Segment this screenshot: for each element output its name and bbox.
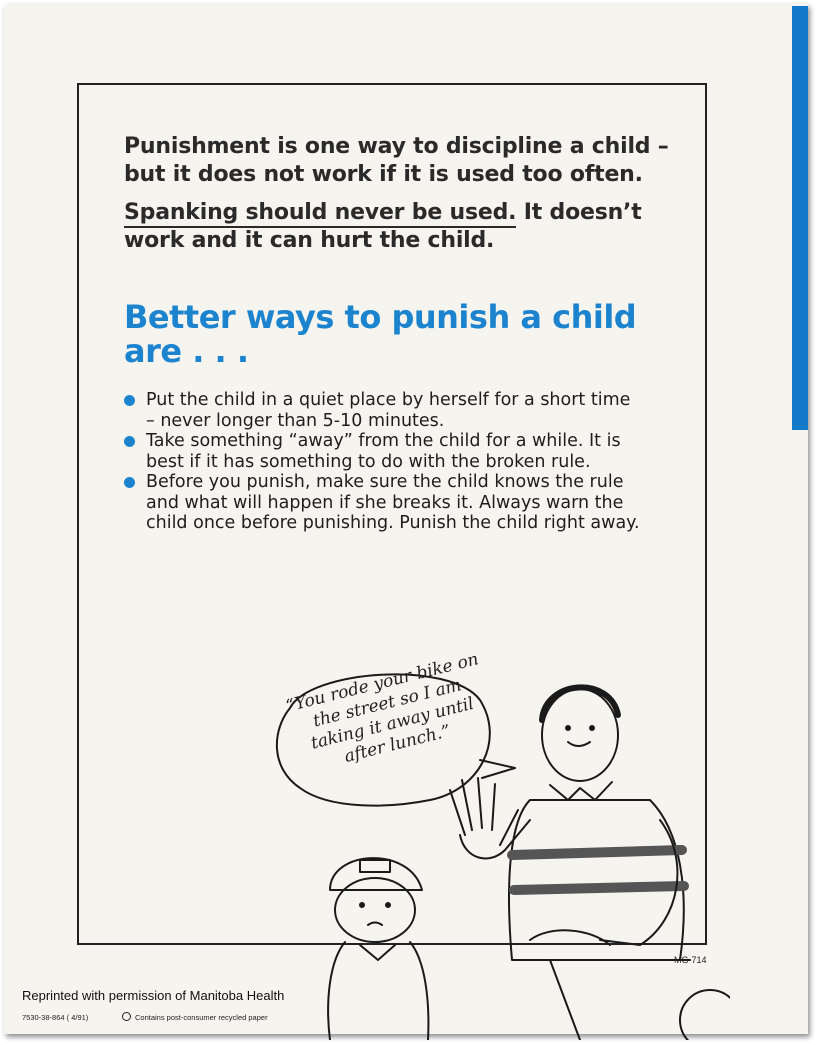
bullet-list — [124, 390, 644, 534]
parent-head-icon — [542, 689, 618, 781]
spanking-underlined-text: Spanking should never be used. — [124, 200, 516, 228]
child-helmet-icon — [330, 858, 422, 890]
illustration-code: MG-714 — [674, 955, 707, 965]
list-item-text: Put the child in a quiet place by herself for a short time – never longer than 5-10 minutes. — [146, 390, 631, 431]
page-heading: Better ways to punish a child are . . . — [124, 298, 637, 370]
bullet-dot-icon — [124, 395, 135, 406]
reprint-credit: Reprinted with permission of Manitoba Health — [22, 988, 285, 1003]
intro-paragraph-punishment: Punishment is one way to discipline a child – but it does not work if it is used too often. — [124, 134, 669, 187]
intro-text — [124, 133, 684, 265]
list-item — [124, 390, 644, 431]
form-number: 7530-38-864 ( 4/91) — [22, 1013, 89, 1022]
speech-bubble-text: “You rode your bike on the street so I am taking it away until after lunch.” — [283, 649, 481, 767]
list-item-text: Before you punish, make sure the child knows the rule and what will happen if she breaks it. Always warn the child once before punishing. Punish the child right away. — [146, 472, 640, 533]
list-item-text: Take something “away” from the child for a while. It is best if it has something to do with the broken rule. — [146, 431, 621, 472]
bullet-dot-icon — [124, 436, 135, 447]
recycle-icon — [122, 1012, 131, 1021]
spanking-rest-text: It doesn’t work and it can hurt the child. — [124, 200, 642, 253]
intro-paragraph-spanking — [124, 199, 684, 255]
list-item — [124, 472, 644, 534]
recycled-paper-note: Contains post-consumer recycled paper — [135, 1013, 268, 1022]
blue-edge-strip — [792, 6, 808, 430]
small-print — [22, 1013, 322, 1022]
list-item — [124, 431, 644, 472]
bullet-dot-icon — [124, 477, 135, 488]
bicycle-icon — [530, 930, 690, 1040]
